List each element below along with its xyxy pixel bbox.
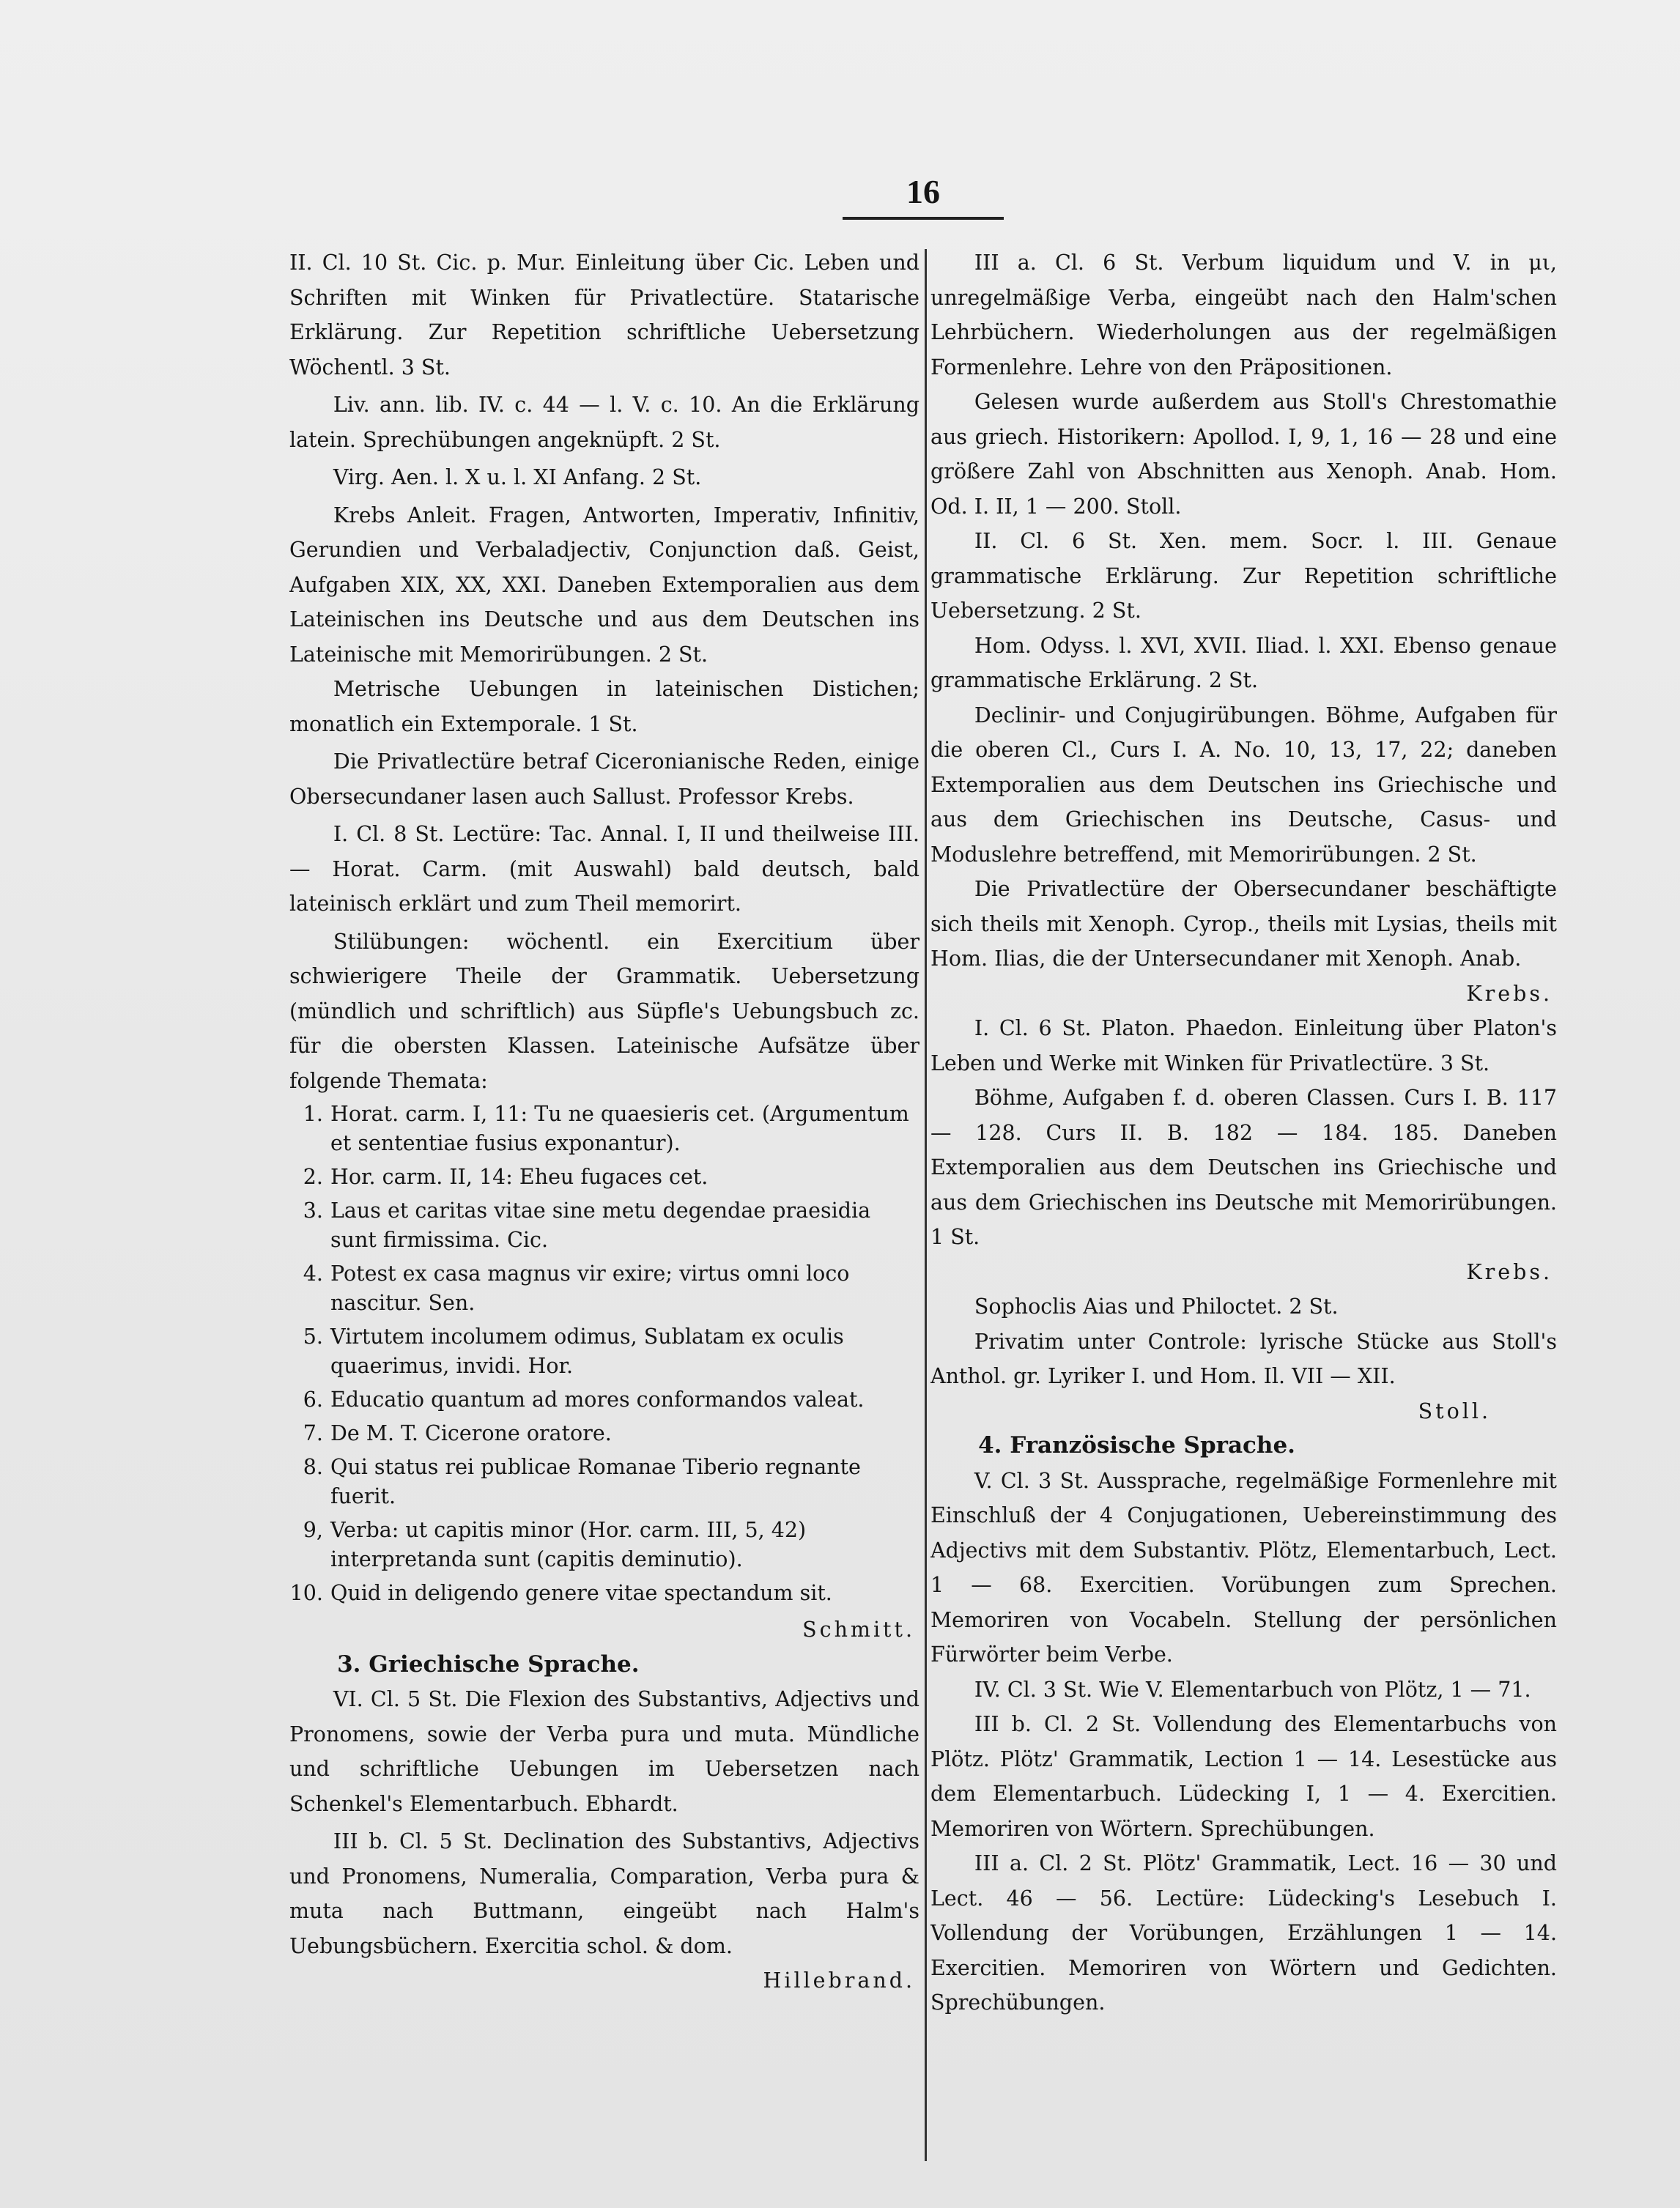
list-number: 10. <box>289 1581 323 1605</box>
theme-list <box>289 1100 919 1608</box>
paragraph: Virg. Aen. l. X u. l. XI Anfang. 2 St. <box>333 465 702 489</box>
list-text: Horat. carm. I, 11: Tu ne quaesieris cet. (Argumentum et sententiae fusius exponantur). <box>330 1102 909 1155</box>
list-number: 8. <box>303 1455 323 1479</box>
paragraph: Böhme, Aufgaben f. d. oberen Classen. Curs I. B. 117 — 128. Curs II. B. 182 — 184. 185. Daneben Extemporalien aus dem Deutschen ins Griechische und aus dem Griechischen ins Deutsche mit Memorirübungen. 1 St. <box>930 1086 1557 1249</box>
paragraph: II. Cl. 10 St. Cic. p. Mur. Einleitung über Cic. Leben und Schriften mit Winken für Privatlectüre. Statarische Erklärung. Zur Repetition schriftliche Uebersetzung Wöchentl. 3 St. <box>289 251 919 379</box>
left-column <box>289 245 919 2165</box>
list-number: 9, <box>303 1518 323 1542</box>
paragraph: IV. Cl. 3 St. Wie V. Elementarbuch von Plötz, 1 — 71. <box>974 1677 1531 1702</box>
paragraph: V. Cl. 3 St. Aussprache, regelmäßige Formenlehre mit Einschluß der 4 Conjugationen, Uebereinstimmung des Adjectivs mit dem Substantiv. Plötz, Elementarbuch, Lect. 1 — 68. Exercitien. Vorübungen zum Sprechen. Memoriren von Vocabeln. Stellung der persönlichen Fürwörter beim Verbe. <box>930 1468 1557 1667</box>
signature-stoll: Stoll. <box>1418 1398 1491 1423</box>
list-number: 5. <box>303 1325 323 1349</box>
list-text: De M. T. Cicerone oratore. <box>330 1421 612 1445</box>
paragraph: III b. Cl. 5 St. Declination des Substantivs, Adjectivs und Pronomens, Numeralia, Comparation, Verba pura & muta nach Buttmann, eingeübt nach Halm's Uebungsbüchern. Exercitia schol. & dom. <box>289 1829 919 1958</box>
signature-krebs: Krebs. <box>1466 1259 1553 1284</box>
signature-hillebrand: Hillebrand. <box>763 1968 915 1993</box>
list-text: Verba: ut capitis minor (Hor. carm. III, 5, 42) interpretanda sunt (capitis deminutio). <box>330 1518 807 1571</box>
paragraph: III b. Cl. 2 St. Vollendung des Elementarbuchs von Plötz. Plötz' Grammatik, Lection 1 — 14. Lesestücke aus dem Elementarbuch. Lüdecking I, 1 — 4. Exercitien. Memoriren von Wörtern. Sprechübungen. <box>930 1712 1557 1841</box>
list-text: Educatio quantum ad mores conformandos valeat. <box>330 1388 865 1412</box>
signature-schmitt: Schmitt. <box>802 1618 915 1642</box>
list-item <box>289 1196 919 1255</box>
paragraph: III a. Cl. 2 St. Plötz' Grammatik, Lect. 16 — 30 und Lect. 46 — 56. Lectüre: Lüdecking's Lesebuch I. Vollendung der Vorübungen, Erzählungen 1 — 14. Exercitien. Memoriren von Wörtern und Gedichten. Sprechübungen. <box>930 1851 1557 2015</box>
paragraph: Hom. Odyss. l. XVI, XVII. Iliad. l. XXI. Ebenso genaue grammatische Erklärung. 2 St. <box>930 633 1557 692</box>
list-number: 2. <box>303 1165 323 1189</box>
list-text: Quid in deligendo genere vitae spectandum sit. <box>330 1581 832 1605</box>
paragraph: Krebs Anleit. Fragen, Antworten, Imperativ, Infinitiv, Gerundien und Verbaladjectiv, Conjunction daß. Geist, Aufgaben XIX, XX, XXI. Daneben Extemporalien aus dem Lateinischen ins Deutsche und aus dem Deutschen ins Lateinische mit Memorirübungen. 2 St. <box>289 503 919 667</box>
signature-krebs: Krebs. <box>1466 981 1553 1006</box>
list-number: 1. <box>303 1102 323 1126</box>
list-number: 3. <box>303 1199 323 1223</box>
list-number: 6. <box>303 1388 323 1412</box>
right-column <box>930 245 1557 2165</box>
paragraph: Sophoclis Aias und Philoctet. 2 St. <box>974 1294 1339 1319</box>
section-heading-french: 4. Französische Sprache. <box>978 1432 1295 1459</box>
column-divider <box>925 249 927 2161</box>
paragraph: I. Cl. 6 St. Platon. Phaedon. Einleitung über Platon's Leben und Werke mit Winken für Privatlectüre. 3 St. <box>930 1016 1557 1075</box>
paragraph: Privatim unter Controle: lyrische Stücke aus Stoll's Anthol. gr. Lyriker I. und Hom. Il. VII — XII. <box>930 1329 1557 1388</box>
list-item <box>289 1579 919 1608</box>
paragraph: Die Privatlectüre betraf Ciceronianische Reden, einige Obersecundaner lasen auch Sallust. Professor Krebs. <box>289 749 919 809</box>
list-item <box>289 1100 919 1158</box>
paragraph: Die Privatlectüre der Obersecundaner beschäftigte sich theils mit Xenoph. Cyrop., theils mit Lysias, theils mit Hom. Ilias, die der Untersecundaner mit Xenoph. Anab. <box>930 877 1557 971</box>
list-text: Virtutem incolumem odimus, Sublatam ex oculis quaerimus, invidi. Hor. <box>330 1325 844 1378</box>
page-number-rule <box>843 217 1004 220</box>
paragraph: VI. Cl. 5 St. Die Flexion des Substantivs, Adjectivs und Pronomens, sowie der Verba pura und muta. Mündliche und schriftliche Uebungen im Uebersetzen nach Schenkel's Elementarbuch. Ebhardt. <box>289 1687 919 1816</box>
paragraph: Declinir- und Conjugirübungen. Böhme, Aufgaben für die oberen Cl., Curs I. A. No. 10, 13, 17, 22; daneben Extemporalien aus dem Deutschen ins Griechische und aus dem Griechischen ins Deutsche, Casus- und Moduslehre betreffend, mit Memorirübungen. 2 St. <box>930 703 1557 867</box>
list-item <box>289 1453 919 1511</box>
list-item <box>289 1516 919 1574</box>
paragraph: III a. Cl. 6 St. Verbum liquidum und V. in μι, unregelmäßige Verba, eingeübt nach den Halm'schen Lehrbüchern. Wiederholungen aus der regelmäßigen Formenlehre. Lehre von den Präpositionen. <box>930 251 1557 379</box>
paragraph: Stilübungen: wöchentl. ein Exercitium über schwierigere Theile der Grammatik. Uebersetzung (mündlich und schriftlich) aus Süpfle's Uebungsbuch zc. für die obersten Klassen. Lateinische Aufsätze über folgende Themata: <box>289 929 919 1093</box>
list-item <box>289 1322 919 1381</box>
list-item <box>289 1419 919 1448</box>
list-item <box>289 1385 919 1415</box>
list-item <box>289 1163 919 1192</box>
paragraph: Liv. ann. lib. IV. c. 44 — l. V. c. 10. An die Erklärung latein. Sprechübungen angeknüpft. 2 St. <box>289 393 919 452</box>
paragraph: II. Cl. 6 St. Xen. mem. Socr. l. III. Genaue grammatische Erklärung. Zur Repetition schriftliche Uebersetzung. 2 St. <box>930 529 1557 623</box>
list-number: 7. <box>303 1421 323 1445</box>
paragraph: I. Cl. 8 St. Lectüre: Tac. Annal. I, II und theilweise III. — Horat. Carm. (mit Auswahl) bald deutsch, bald lateinisch erklärt und zum Theil memorirt. <box>289 822 919 916</box>
list-text: Potest ex casa magnus vir exire; virtus omni loco nascitur. Sen. <box>330 1262 850 1315</box>
list-item <box>289 1259 919 1318</box>
paragraph: Metrische Uebungen in lateinischen Distichen; monatlich ein Extemporale. 1 St. <box>289 677 919 736</box>
section-heading-greek: 3. Griechische Sprache. <box>337 1651 640 1678</box>
list-text: Laus et caritas vitae sine metu degendae praesidia sunt firmissima. Cic. <box>330 1199 871 1252</box>
list-number: 4. <box>303 1262 323 1286</box>
paragraph: Gelesen wurde außerdem aus Stoll's Chrestomathie aus griech. Historikern: Apollod. I, 9, 1, 16 — 28 und eine größere Zahl von Abschnitten aus Xenoph. Anab. Hom. Od. I. II, 1 — 200. Stoll. <box>930 390 1557 519</box>
list-text: Qui status rei publicae Romanae Tiberio regnante fuerit. <box>330 1455 861 1508</box>
list-text: Hor. carm. II, 14: Eheu fugaces cet. <box>330 1165 708 1189</box>
page-number: 16 <box>906 173 940 210</box>
